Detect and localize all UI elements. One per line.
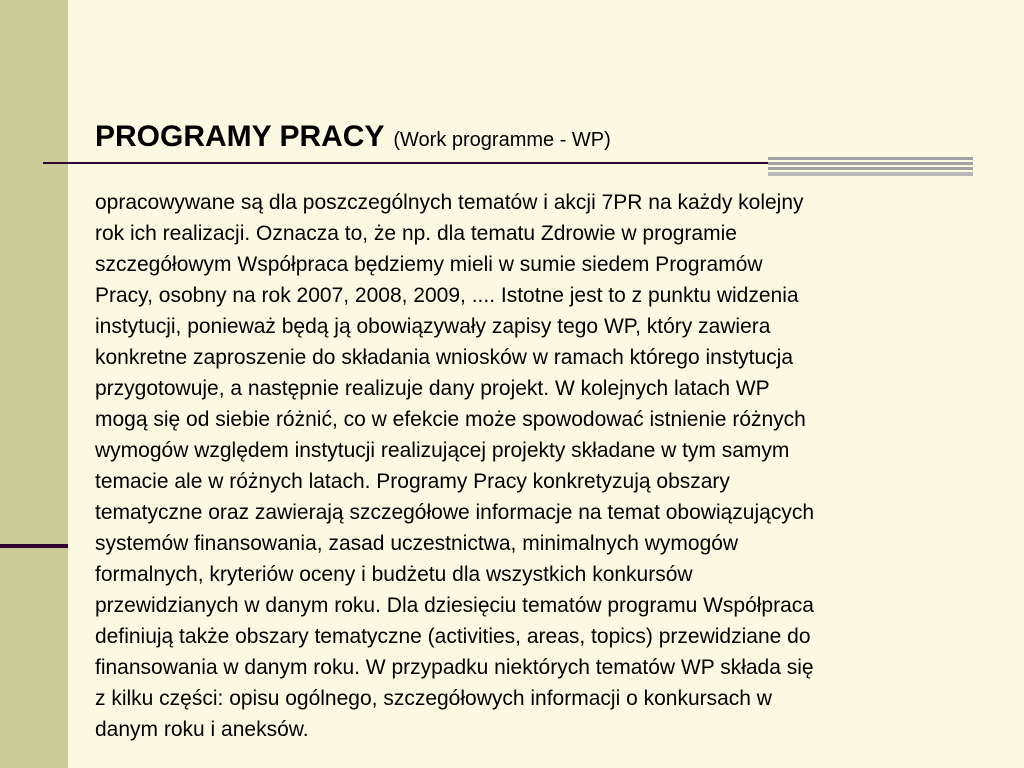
body-line: opracowywane są dla poszczególnych tematów i akcji 7PR na każdy kolejny (95, 191, 804, 214)
slide-title-main: PROGRAMY PRACY (95, 120, 385, 153)
body-line: temacie ale w różnych latach. Programy Pracy konkretyzują obszary (95, 470, 730, 493)
body-line: finansowania w danym roku. W przypadku niektórych tematów WP składa się (95, 656, 814, 679)
body-line: mogą się od siebie różnić, co w efekcie może spowodować istnienie różnych (95, 408, 806, 431)
body-line: konkretne zaproszenie do składania wniosków w ramach którego instytucja (95, 346, 794, 369)
body-line: systemów finansowania, zasad uczestnictwa, minimalnych wymogów (95, 532, 739, 555)
body-line: rok ich realizacji. Oznacza to, że np. dla tematu Zdrowie w programie (95, 222, 737, 245)
body-line: definiują także obszary tematyczne (activities, areas, topics) przewidziane do (95, 625, 811, 648)
accent-stripe (768, 162, 973, 165)
body-line: z kilku części: opisu ogólnego, szczegółowych informacji o konkursach w (95, 687, 772, 710)
accent-stripe (768, 167, 973, 170)
body-line: tematyczne oraz zawierają szczegółowe informacje na temat obowiązujących (95, 501, 815, 524)
slide-title-subtitle: (Work programme - WP) (393, 129, 611, 151)
body-line: przewidzianych w danym roku. Dla dziesięciu tematów programu Współpraca (95, 594, 814, 617)
body-line: instytucji, ponieważ będą ją obowiązywały zapisy tego WP, który zawiera (95, 315, 771, 338)
body-line: wymogów względem instytucji realizującej projekty składane w tym samym (95, 439, 790, 462)
body-line: szczegółowym Współpraca będziemy mieli w sumie siedem Programów (95, 253, 763, 276)
body-line: przygotowuje, a następnie realizuje dany projekt. W kolejnych latach WP (95, 377, 770, 400)
left-decorative-band (0, 0, 68, 768)
slide-title (95, 116, 611, 155)
left-band-accent-line (0, 544, 68, 548)
accent-stripe (768, 172, 973, 176)
body-line: danym roku i aneksów. (95, 718, 309, 741)
body-line: formalnych, kryteriów oceny i budżetu dla wszystkich konkursów (95, 563, 693, 586)
slide-body-text (95, 187, 975, 745)
title-divider-accent (768, 157, 973, 178)
body-line: Pracy, osobny na rok 2007, 2008, 2009, .... Istotne jest to z punktu widzenia (95, 284, 799, 307)
accent-stripe (768, 157, 973, 160)
